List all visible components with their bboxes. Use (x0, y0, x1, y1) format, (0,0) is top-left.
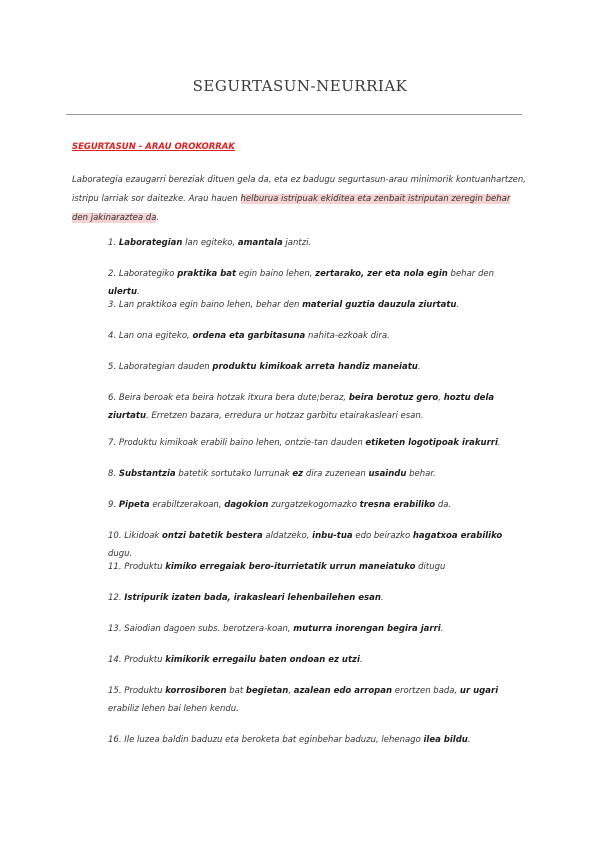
intro-paragraph (72, 171, 528, 228)
rule-number: 14. (108, 655, 122, 665)
rule-item (108, 465, 528, 483)
intro-text-end: . (156, 213, 160, 223)
rule-text: batetik sortutako lurrunak (175, 469, 293, 479)
rule-item (108, 731, 528, 749)
rule-text: erabiltzerakoan, (149, 500, 225, 510)
rule-text: Beira beroak eta beira hotzak itxura bera dute;beraz, (116, 393, 349, 403)
rule-text: , (288, 686, 294, 696)
rule-emphasis: Istripurik izaten bada, irakasleari lehenbailehen esan (124, 593, 381, 603)
rule-text: . (440, 624, 444, 634)
title-divider (66, 114, 522, 115)
page-title: SEGURTASUN-NEURRIAK (192, 77, 408, 95)
rule-number: 4. (108, 331, 117, 341)
rule-text: . Erretzen bazara, erredura ur hotzaz garbitu etairakasleari esan. (146, 411, 424, 421)
rule-item (108, 358, 528, 376)
intro-highlight: helburua istripuak ekiditea eta zenbait istriputan zeregin behar den jakinaraztea da (72, 194, 511, 223)
rule-item (108, 389, 528, 425)
rule-text: behar. (406, 469, 436, 479)
rule-text: . (497, 438, 501, 448)
rule-text: zurgatzekogomazko (268, 500, 360, 510)
rule-emphasis: ontzi batetik bestera (162, 531, 263, 541)
rule-number: 10. (108, 531, 122, 541)
rule-emphasis: begietan (245, 686, 289, 696)
rule-text: bat (226, 686, 246, 696)
rule-emphasis: ur ugari (459, 686, 499, 696)
rule-text: . (456, 300, 460, 310)
rule-emphasis: ilea bildu (423, 735, 468, 745)
rule-emphasis: etiketen logotipoak irakurri (365, 438, 498, 448)
rule-number: 8. (108, 469, 117, 479)
rule-emphasis: tresna erabiliko (359, 500, 436, 510)
rule-text: Saiodian dagoen subs. berotzera-koan, (121, 624, 294, 634)
rule-item (108, 651, 528, 669)
rule-item (108, 558, 528, 576)
rule-text: lan egiteko, (182, 238, 238, 248)
intro-text: Laborategia ezaugarri bereziak dituen gela da, eta ez badugu segurtasun-arau minimorik kontuanhartzen, istripu larriak sor daitezke. Arau hauen (72, 175, 526, 204)
rule-text: egin baino lehen, (236, 269, 316, 279)
rule-item (108, 234, 528, 252)
rule-text: . (380, 593, 384, 603)
rule-number: 11. (108, 562, 122, 572)
rule-number: 16. (108, 735, 122, 745)
rule-text: , (438, 393, 444, 403)
rule-text: . (467, 735, 471, 745)
rule-text: Likidoak (121, 531, 163, 541)
rule-number: 12. (108, 593, 122, 603)
rule-text: Ile luzea baldin baduzu eta beroketa bat eginbehar baduzu, lehenago (121, 735, 424, 745)
rule-emphasis: muturra inorengan begira jarri (293, 624, 441, 634)
rule-emphasis: hagatxoa erabiliko (412, 531, 503, 541)
rule-emphasis: korrosiboren (165, 686, 227, 696)
rule-item (108, 496, 528, 514)
rule-item (108, 327, 528, 345)
rule-number: 15. (108, 686, 122, 696)
rule-text: Produktu (121, 562, 166, 572)
rule-emphasis: Laborategian (118, 238, 183, 248)
rule-item (108, 589, 528, 607)
rule-text: erabiliz lehen bai lehen kendu. (108, 704, 239, 714)
rule-emphasis: material guztia dauzula ziurtatu (302, 300, 457, 310)
rule-text: . (417, 362, 421, 372)
rule-text: edo beirazko (352, 531, 413, 541)
rule-emphasis: kimikorik erregailu baten ondoan ez utzi (165, 655, 360, 665)
rule-text: Lan praktikoa egin baino lehen, behar den (116, 300, 303, 310)
rule-number: 1. (108, 238, 117, 248)
rule-text: dira zuzenean (303, 469, 369, 479)
rule-text: erortzen bada, (392, 686, 460, 696)
rule-text: Produktu (121, 686, 166, 696)
rule-item (108, 434, 528, 452)
rule-emphasis: beira berotuz gero (348, 393, 439, 403)
rule-emphasis: Substantzia (118, 469, 176, 479)
rule-text: dugu. (108, 549, 133, 559)
rule-text: . (359, 655, 363, 665)
rule-item (108, 682, 528, 718)
rule-number: 6. (108, 393, 117, 403)
rule-emphasis: dagokion (224, 500, 269, 510)
rule-emphasis: kimiko erregaiak bero-iturrietatik urrun maneiatuko (165, 562, 416, 572)
rule-text: Produktu kimikoak erabili baino lehen, ontzie-tan dauden (116, 438, 366, 448)
rule-emphasis: inbu-tua (312, 531, 353, 541)
rule-emphasis: amantala (237, 238, 283, 248)
rule-number: 2. (108, 269, 117, 279)
rule-emphasis: usaindu (368, 469, 407, 479)
rule-text: Lan ona egiteko, (116, 331, 193, 341)
rule-text: aldatzeko, (262, 531, 313, 541)
rule-number: 13. (108, 624, 122, 634)
rule-emphasis: azalean edo arropan (293, 686, 393, 696)
rule-emphasis: Pipeta (118, 500, 150, 510)
rule-emphasis: ez (292, 469, 304, 479)
rule-text: Laborategian dauden (116, 362, 213, 372)
rule-emphasis: praktika bat (177, 269, 237, 279)
rule-item (108, 296, 528, 314)
rule-emphasis: produktu kimikoak arreta handiz maneiatu (212, 362, 418, 372)
rule-number: 9. (108, 500, 117, 510)
rule-text: . (137, 287, 140, 297)
rule-text: Produktu (121, 655, 166, 665)
rule-text: nahita-ezkoak dira. (305, 331, 390, 341)
rule-text: da. (435, 500, 452, 510)
section-heading: SEGURTASUN - ARAU OROKORRAK (72, 142, 235, 152)
rule-number: 5. (108, 362, 117, 372)
rule-text: Laborategiko (116, 269, 178, 279)
rule-emphasis: zertarako, zer eta nola egin (315, 269, 448, 279)
rule-number: 3. (108, 300, 117, 310)
rule-emphasis: hoztu dela ziurtatu (108, 393, 495, 421)
rule-emphasis: ordena eta garbitasuna (192, 331, 306, 341)
rule-emphasis: ulertu (108, 287, 138, 297)
rule-text: jantzi. (282, 238, 312, 248)
rule-item (108, 620, 528, 638)
rule-text: ditugu (415, 562, 446, 572)
rule-number: 7. (108, 438, 117, 448)
rule-text: behar den (447, 269, 494, 279)
